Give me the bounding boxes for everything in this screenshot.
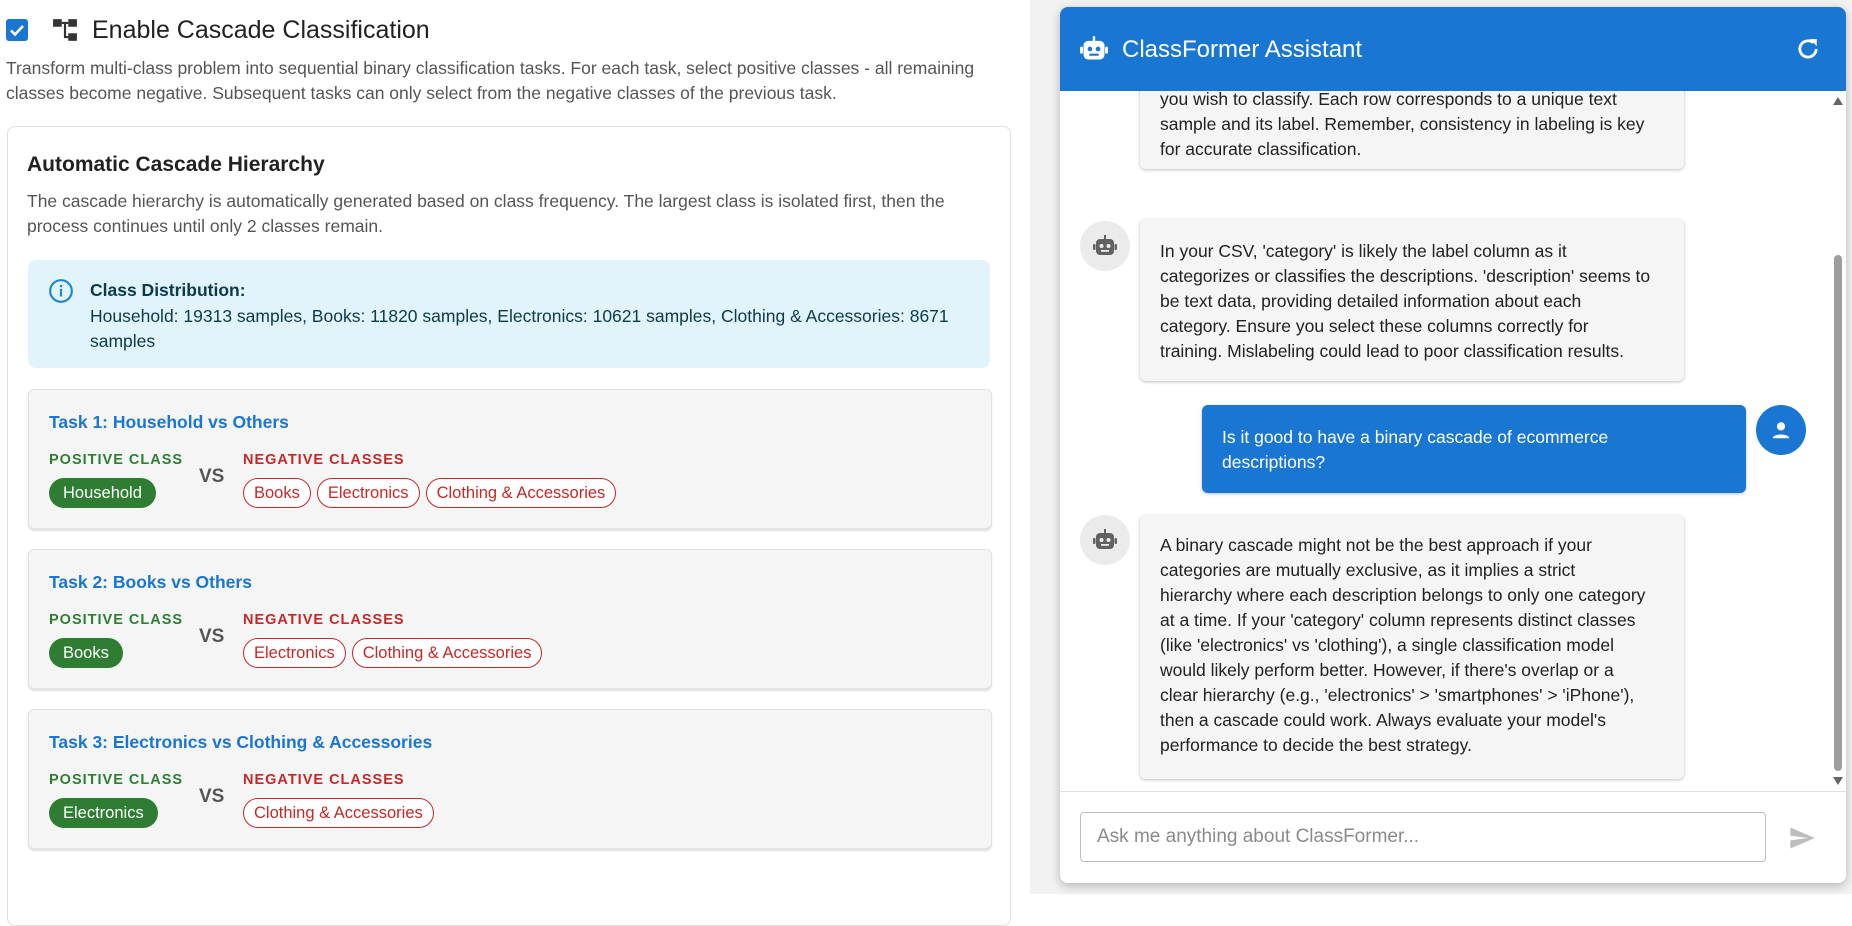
bot-message: A binary cascade might not be the best approach if your categories are mutually exclusive, as it implies a strict hierarchy where each description belongs to only one category at a time. If your 'category' column represents distinct classes (like 'electronics' vs 'clothing'), a single classification model would likely perform better. However, if there's overlap or a clear hierarchy (e.g., 'electronics' > 'smartphones' > 'iPhone'), then a cascade could work. Always evaluate your model's performance to decide the best strategy.	[1140, 515, 1684, 779]
bot-avatar	[1080, 515, 1130, 565]
chat-header	[1060, 7, 1846, 91]
enable-cascade-checkbox[interactable]	[6, 19, 28, 41]
robot-icon	[1093, 234, 1117, 258]
bot-avatar	[1080, 221, 1130, 271]
negative-classes-label: NEGATIVE CLASSES	[243, 772, 405, 788]
task-card-3	[28, 709, 992, 849]
robot-icon	[1093, 528, 1117, 552]
chat-input-area	[1060, 791, 1846, 883]
task-title: Task 1: Household vs Others	[49, 412, 289, 432]
class-distribution-alert	[28, 260, 990, 368]
user-message: Is it good to have a binary cascade of ecommerce descriptions?	[1202, 405, 1746, 493]
negative-class-chip: Clothing & Accessories	[243, 798, 434, 828]
hierarchy-card	[7, 126, 1011, 926]
user-avatar	[1756, 405, 1806, 455]
negative-class-chip: Clothing & Accessories	[426, 478, 617, 508]
check-icon	[9, 22, 25, 38]
task-card-2	[28, 549, 992, 689]
negative-chips	[243, 798, 434, 828]
person-icon	[1770, 419, 1792, 441]
distribution-title: Class Distribution:	[90, 280, 246, 300]
hierarchy-icon	[52, 17, 78, 43]
cascade-description: Transform multi-class problem into sequential binary classification tasks. For each task, select positive classes - all remaining classes become negative. Subsequent tasks can only select from the negative classes of the previous task.	[6, 58, 975, 103]
task-title: Task 3: Electronics vs Clothing & Accessories	[49, 732, 433, 752]
enable-cascade-label: Enable Cascade Classification	[92, 15, 430, 44]
info-icon	[48, 278, 74, 304]
vs-label: VS	[199, 626, 225, 647]
scroll-thumb[interactable]	[1834, 255, 1842, 771]
send-icon[interactable]	[1788, 824, 1816, 852]
robot-icon	[1080, 35, 1108, 63]
positive-class-label: POSITIVE CLASS	[49, 452, 184, 468]
positive-class-label: POSITIVE CLASS	[49, 772, 184, 788]
scroll-up-arrow-icon[interactable]	[1833, 97, 1843, 105]
assistant-chat-window	[1060, 7, 1846, 883]
positive-class-chip: Electronics	[49, 798, 158, 828]
task-card-1	[28, 389, 992, 529]
task-title: Task 2: Books vs Others	[49, 572, 252, 592]
chat-title: ClassFormer Assistant	[1122, 36, 1363, 63]
scroll-down-arrow-icon[interactable]	[1833, 777, 1843, 785]
negative-class-chip: Clothing & Accessories	[352, 638, 543, 668]
message-scrollbar[interactable]	[1830, 91, 1846, 791]
distribution-text: Household: 19313 samples, Books: 11820 samples, Electronics: 10621 samples, Clothing & Accessories: 8671 samples	[90, 306, 949, 351]
negative-class-chip: Electronics	[243, 638, 346, 668]
vs-label: VS	[199, 786, 225, 807]
hierarchy-title: Automatic Cascade Hierarchy	[27, 153, 325, 176]
refresh-icon[interactable]	[1794, 35, 1822, 63]
chat-input[interactable]	[1080, 812, 1766, 862]
positive-class-label: POSITIVE CLASS	[49, 612, 184, 628]
negative-chips	[243, 638, 542, 668]
negative-classes-label: NEGATIVE CLASSES	[243, 452, 405, 468]
negative-classes-label: NEGATIVE CLASSES	[243, 612, 405, 628]
positive-class-chip: Household	[49, 478, 156, 508]
enable-cascade-row	[6, 14, 430, 46]
negative-chips	[243, 478, 616, 508]
negative-class-chip: Books	[243, 478, 311, 508]
vs-label: VS	[199, 466, 225, 487]
bot-message: you wish to classify. Each row corresponds to a unique text sample and its label. Remember, consistency in labeling is key for accurate classification.	[1140, 91, 1684, 169]
negative-class-chip: Electronics	[317, 478, 420, 508]
bot-message: In your CSV, 'category' is likely the label column as it categorizes or classifies the descriptions. 'description' seems to be text data, providing detailed information about each category. Ensure you select these columns correctly for training. Mislabeling could lead to poor classification results.	[1140, 219, 1684, 381]
message-list	[1060, 91, 1846, 791]
hierarchy-description: The cascade hierarchy is automatically generated based on class frequency. The largest class is isolated first, then the process continues until only 2 classes remain.	[27, 191, 945, 236]
positive-class-chip: Books	[49, 638, 123, 668]
